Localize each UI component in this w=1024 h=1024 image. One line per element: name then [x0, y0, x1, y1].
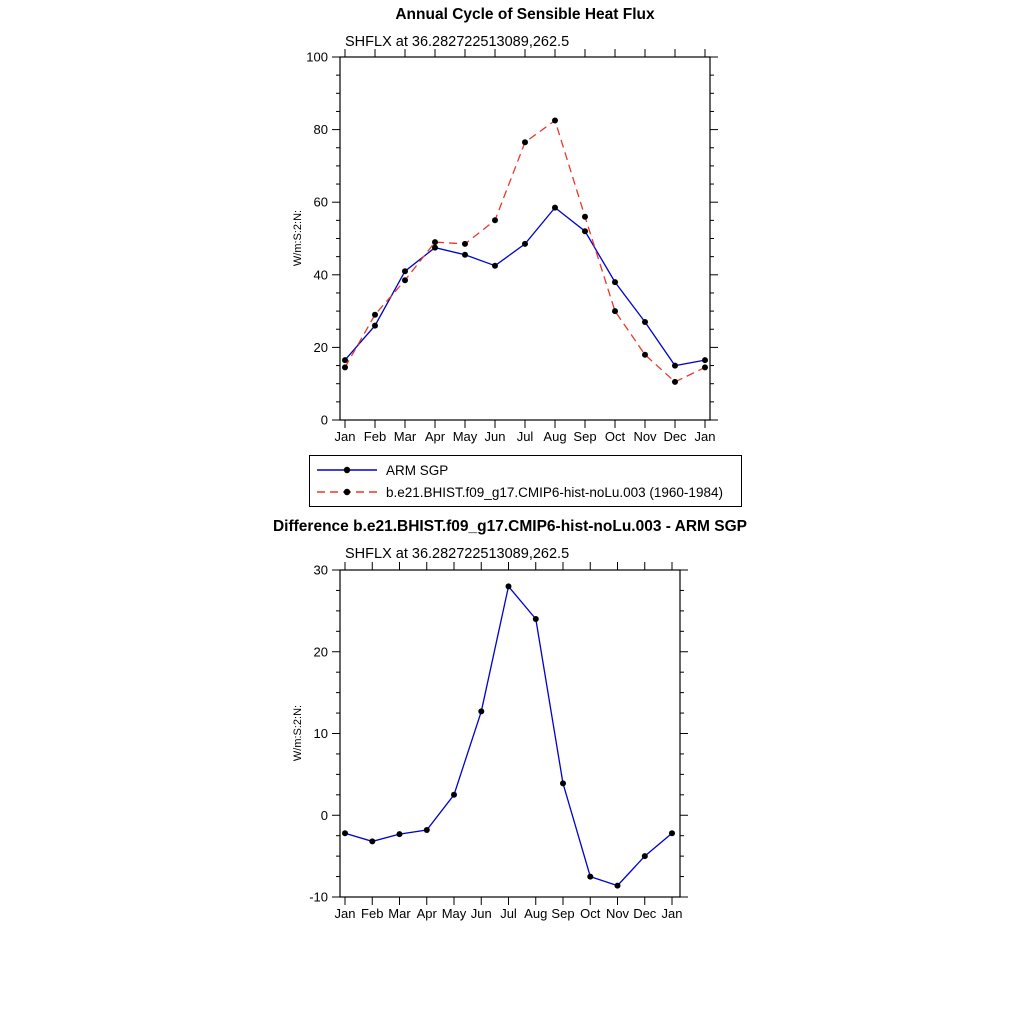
- data-point-difference: [397, 831, 403, 837]
- x-tick-label: Apr: [416, 906, 437, 921]
- y-tick-label: 10: [313, 726, 328, 741]
- data-point-arm-sgp: [552, 205, 558, 211]
- x-tick-label: Nov: [605, 906, 630, 921]
- x-tick-label: May: [452, 429, 478, 444]
- x-tick-label: Oct: [580, 906, 601, 921]
- data-point-difference: [369, 838, 375, 844]
- x-tick-label: Jul: [516, 429, 534, 444]
- y-tick-label: 60: [313, 194, 328, 210]
- x-tick-label: Mar: [388, 906, 411, 921]
- data-point-model: [462, 241, 468, 247]
- data-point-arm-sgp: [402, 268, 408, 274]
- plot-frame: [340, 57, 710, 420]
- data-point-difference: [615, 883, 621, 889]
- data-point-arm-sgp: [372, 323, 378, 329]
- diff-chart-title: Difference b.e21.BHIST.f09_g17.CMIP6-hist-noLu.003 - ARM SGP: [272, 518, 748, 535]
- data-point-difference: [533, 616, 539, 622]
- data-point-model: [702, 364, 708, 370]
- x-tick-label: Aug: [543, 429, 567, 444]
- data-point-arm-sgp: [492, 263, 498, 269]
- y-tick-label: 100: [306, 49, 328, 65]
- legend: [309, 455, 742, 507]
- data-point-model: [552, 118, 558, 124]
- y-tick-label: 20: [313, 644, 328, 660]
- x-tick-label: Jul: [500, 906, 517, 921]
- plot-frame: [340, 570, 680, 897]
- diff-chart-ylabel: W/m:S:2:N:: [292, 704, 304, 762]
- diff-chart-subtitle: SHFLX at 36.282722513089,262.5: [345, 546, 570, 562]
- x-tick-label: Nov: [633, 429, 657, 444]
- legend-item-arm-sgp: [316, 459, 735, 481]
- data-point-model: [642, 352, 648, 358]
- x-tick-label: Feb: [361, 906, 384, 921]
- y-tick-label: 0: [320, 807, 328, 823]
- x-tick-label: Mar: [393, 429, 417, 444]
- x-tick-label: Jan: [334, 906, 356, 921]
- data-point-arm-sgp: [462, 252, 468, 258]
- data-point-model: [522, 139, 528, 145]
- data-point-arm-sgp: [342, 357, 348, 363]
- data-point-difference: [478, 708, 484, 714]
- y-tick-label: 40: [313, 267, 328, 283]
- data-point-arm-sgp: [642, 319, 648, 325]
- legend-line-sample-solid-icon: [316, 464, 378, 476]
- data-point-arm-sgp: [672, 363, 678, 369]
- top-chart-axes-and-series: [306, 49, 718, 444]
- x-tick-label: Jan: [334, 429, 356, 444]
- data-point-model: [342, 364, 348, 370]
- data-point-difference: [642, 853, 648, 859]
- legend-item-model: [316, 481, 735, 503]
- data-point-difference: [342, 830, 348, 836]
- x-tick-label: Sep: [551, 906, 575, 921]
- data-point-model: [612, 308, 618, 314]
- data-point-model: [432, 239, 438, 245]
- x-tick-label: Oct: [604, 429, 626, 444]
- x-tick-label: Dec: [663, 429, 687, 444]
- legend-line-sample-dashed-icon: [316, 486, 378, 498]
- data-point-model: [672, 379, 678, 385]
- legend-marker-dot-icon: [344, 489, 350, 495]
- top-chart-ylabel: W/m:S:2:N:: [292, 209, 304, 267]
- y-tick-label: -10: [309, 889, 328, 905]
- data-point-difference: [424, 827, 430, 833]
- x-tick-label: Aug: [524, 906, 548, 921]
- data-point-model: [402, 277, 408, 283]
- data-point-arm-sgp: [522, 241, 528, 247]
- x-tick-label: May: [441, 906, 467, 921]
- y-tick-label: 0: [320, 412, 328, 428]
- x-tick-label: Jan: [694, 429, 716, 444]
- legend-label-arm-sgp: ARM SGP: [386, 462, 449, 478]
- data-point-arm-sgp: [612, 279, 618, 285]
- x-tick-label: Apr: [424, 429, 446, 444]
- data-point-difference: [587, 874, 593, 880]
- diff-chart-axes-and-series: [309, 562, 688, 921]
- x-tick-label: Jan: [661, 906, 683, 921]
- data-point-model: [492, 217, 498, 223]
- legend-marker-dot-icon: [344, 467, 350, 473]
- legend-label-model: b.e21.BHIST.f09_g17.CMIP6-hist-noLu.003 (1960-1984): [386, 484, 723, 500]
- data-point-model: [582, 214, 588, 220]
- y-tick-label: 20: [313, 339, 328, 355]
- data-point-arm-sgp: [582, 228, 588, 234]
- top-chart-title: Annual Cycle of Sensible Heat Flux: [395, 6, 655, 23]
- data-point-difference: [560, 780, 566, 786]
- data-point-difference: [451, 792, 457, 798]
- series-line-model: [345, 121, 705, 382]
- x-tick-label: Sep: [573, 429, 597, 444]
- y-tick-label: 30: [313, 562, 328, 578]
- data-point-model: [372, 312, 378, 318]
- x-tick-label: Jun: [484, 429, 506, 444]
- series-line-difference: [345, 586, 672, 885]
- top-chart-subtitle: SHFLX at 36.282722513089,262.5: [345, 34, 570, 50]
- data-point-difference: [669, 830, 675, 836]
- y-tick-label: 80: [313, 122, 328, 138]
- x-tick-label: Jun: [470, 906, 492, 921]
- x-tick-label: Dec: [633, 906, 657, 921]
- data-point-difference: [506, 583, 512, 589]
- x-tick-label: Feb: [363, 429, 387, 444]
- data-point-arm-sgp: [702, 357, 708, 363]
